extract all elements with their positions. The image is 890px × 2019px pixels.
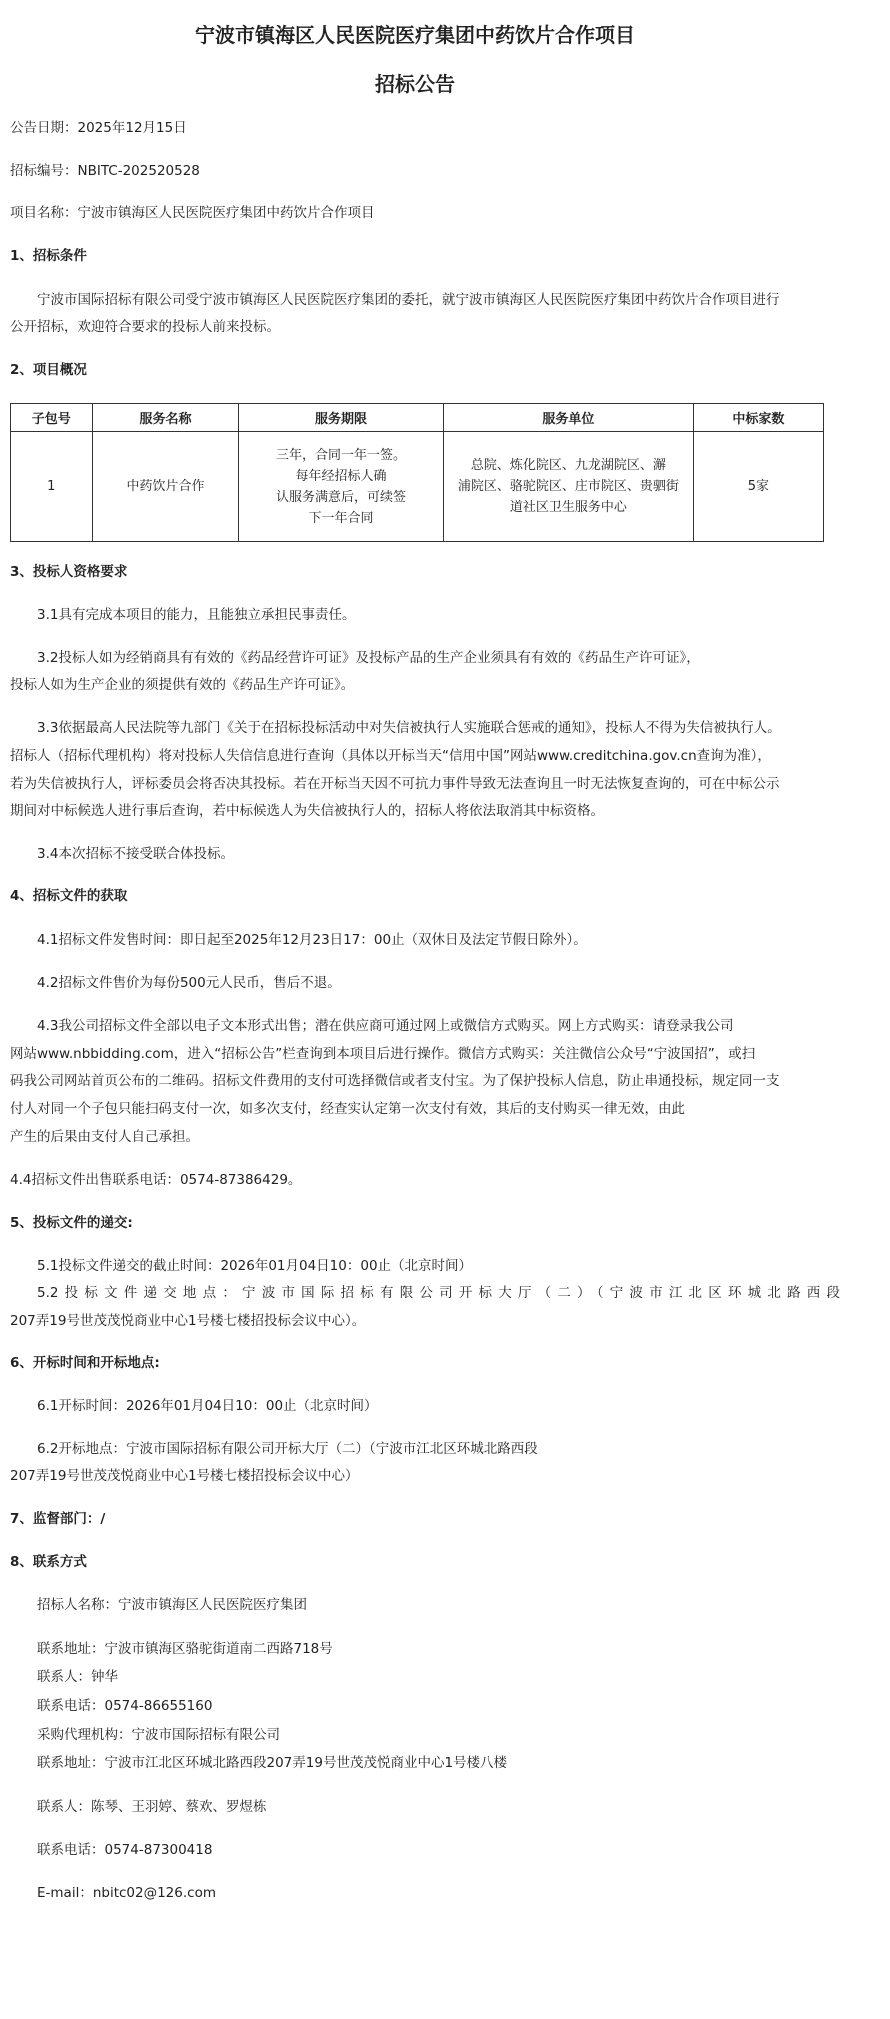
section-heading: 3、投标人资格要求 (10, 564, 128, 580)
project-name: 项目名称：宁波市镇海区人民医院医疗集团中药饮片合作项目 (10, 205, 375, 221)
paragraph-line: 207弄19号世茂茂悦商业中心1号楼七楼招投标会议中心） (10, 1468, 359, 1484)
page-title: 宁波市镇海区人民医院医疗集团中药饮片合作项目 (195, 23, 635, 47)
table-header-row (11, 404, 824, 432)
table-header: 服务单位 (443, 404, 693, 432)
cell-line: 三年，合同一年一签。 (276, 447, 407, 463)
paragraph-line: 付人对同一个子包只能扫码支付一次，如多次支付，经查实认定第一次支付有效，其后的支付购买一律无效，由此 (10, 1101, 685, 1117)
contact-line: 招标人名称：宁波市镇海区人民医院医疗集团 (37, 1597, 307, 1613)
paragraph-line: 4.4招标文件出售联系电话：0574-87386429。 (10, 1172, 302, 1188)
winner-count-cell: 5家 (693, 432, 823, 542)
table-row (11, 432, 824, 542)
cell-line: 下一年合同 (308, 510, 374, 526)
paragraph-line: 4.3我公司招标文件全部以电子文本形式出售；潜在供应商可通过网上或微信方式购买。网上方式购买：请登录我公司 (37, 1018, 734, 1034)
section-heading: 5、投标文件的递交: (10, 1215, 133, 1231)
cell-line: 总院、炼化院区、九龙湖院区、澥 (470, 458, 666, 473)
paragraph-line: 若为失信被执行人，评标委员会将否决其投标。若在开标当天因不可抗力事件导致无法查询且一时无法恢复查询的，可在中标公示 (10, 776, 780, 792)
service-name-cell: 中药饮片合作 (92, 432, 239, 542)
contact-line: 采购代理机构：宁波市国际招标有限公司 (37, 1727, 280, 1743)
contact-line: 联系电话：0574-86655160 (37, 1698, 213, 1714)
paragraph-line: 5.2投标文件递交地点：宁波市国际招标有限公司开标大厅（二）（宁波市江北区环城北路西段 (37, 1285, 840, 1301)
service-units-cell (443, 432, 693, 542)
section-heading: 4、招标文件的获取 (10, 888, 128, 904)
paragraph-line: 207弄19号世茂茂悦商业中心1号楼七楼招投标会议中心）。 (10, 1313, 366, 1329)
table-header: 中标家数 (693, 404, 823, 432)
paragraph-line: 5.1投标文件递交的截止时间：2026年01月04日10：00止（北京时间） (37, 1258, 473, 1274)
paragraph-line: 4.1招标文件发售时间：即日起至2025年12月23日17：00止（双休日及法定节假日除外）。 (37, 932, 587, 948)
package-table (10, 403, 824, 542)
contact-line: 联系人：钟华 (37, 1669, 118, 1685)
paragraph-line: 6.1开标时间：2026年01月04日10：00止（北京时间） (37, 1398, 378, 1414)
table-header: 服务名称 (92, 404, 239, 432)
paragraph-line: 码我公司网站首页公布的二维码。招标文件费用的支付可选择微信或者支付宝。为了保护投标人信息，防止串通投标，规定同一支 (10, 1073, 780, 1089)
paragraph-line: 3.3依据最高人民法院等九部门《关于在招标投标活动中对失信被执行人实施联合惩戒的通知》，投标人不得为失信被执行人。 (37, 720, 781, 736)
cell-line: 每年经招标人确 (295, 468, 387, 484)
paragraph-line: 投标人如为生产企业的须提供有效的《药品生产许可证》。 (10, 677, 355, 693)
paragraph-line: 宁波市国际招标有限公司受宁波市镇海区人民医院医疗集团的委托，就宁波市镇海区人民医院医疗集团中药饮片合作项目进行 (37, 292, 780, 308)
section-heading: 1、招标条件 (10, 248, 87, 264)
table-header: 子包号 (11, 404, 93, 432)
cell-line: 浦院区、骆驼院区、庄市院区、贵驷街 (457, 479, 679, 494)
table-header: 服务期限 (239, 404, 444, 432)
paragraph-line: 产生的后果由支付人自己承担。 (10, 1129, 199, 1145)
package-number-cell: 1 (11, 432, 93, 542)
cell-line: 认服务满意后，可续签 (276, 489, 407, 505)
contact-line: E-mail：nbitc02@126.com (37, 1885, 216, 1901)
paragraph-line: 3.1具有完成本项目的能力，且能独立承担民事责任。 (37, 607, 356, 623)
announcement-date: 公告日期：2025年12月15日 (10, 120, 187, 136)
cell-line: 道社区卫生服务中心 (509, 500, 627, 515)
section-heading: 7、监督部门：/ (10, 1511, 106, 1527)
paragraph-line: 3.4本次招标不接受联合体投标。 (37, 846, 234, 862)
tender-number: 招标编号：NBITC-202520528 (10, 163, 200, 179)
section-heading: 2、项目概况 (10, 362, 87, 378)
section-heading: 6、开标时间和开标地点: (10, 1355, 160, 1371)
paragraph-line: 网站www.nbbidding.com，进入“招标公告”栏查询到本项目后进行操作。微信方式购买：关注微信公众号“宁波国招”，或扫 (10, 1046, 756, 1062)
paragraph-line: 期间对中标候选人进行事后查询，若中标候选人为失信被执行人的，招标人将依法取消其中标资格。 (10, 803, 604, 819)
contact-line: 联系地址：宁波市镇海区骆驼街道南二西路718号 (37, 1641, 333, 1657)
paragraph-line: 公开招标，欢迎符合要求的投标人前来投标。 (10, 319, 280, 335)
contact-line: 联系电话：0574-87300418 (37, 1842, 213, 1858)
paragraph-line: 4.2招标文件售价为每份500元人民币，售后不退。 (37, 975, 341, 991)
section-heading: 8、联系方式 (10, 1554, 87, 1570)
paragraph-line: 招标人（招标代理机构）将对投标人失信信息进行查询（具体以开标当天“信用中国”网站www.creditchina.gov.cn查询为准）， (10, 748, 771, 764)
paragraph-line: 6.2开标地点：宁波市国际招标有限公司开标大厅（二）（宁波市江北区环城北路西段 (37, 1441, 538, 1457)
service-period-cell (239, 432, 444, 542)
contact-line: 联系人：陈琴、王羽婷、蔡欢、罗煜栋 (37, 1799, 267, 1815)
paragraph-line: 3.2投标人如为经销商具有有效的《药品经营许可证》及投标产品的生产企业须具有有效的《药品生产许可证》， (37, 650, 700, 666)
contact-line: 联系地址：宁波市江北区环城北路西段207弄19号世茂茂悦商业中心1号楼八楼 (37, 1755, 508, 1771)
page-subtitle: 招标公告 (375, 72, 455, 96)
